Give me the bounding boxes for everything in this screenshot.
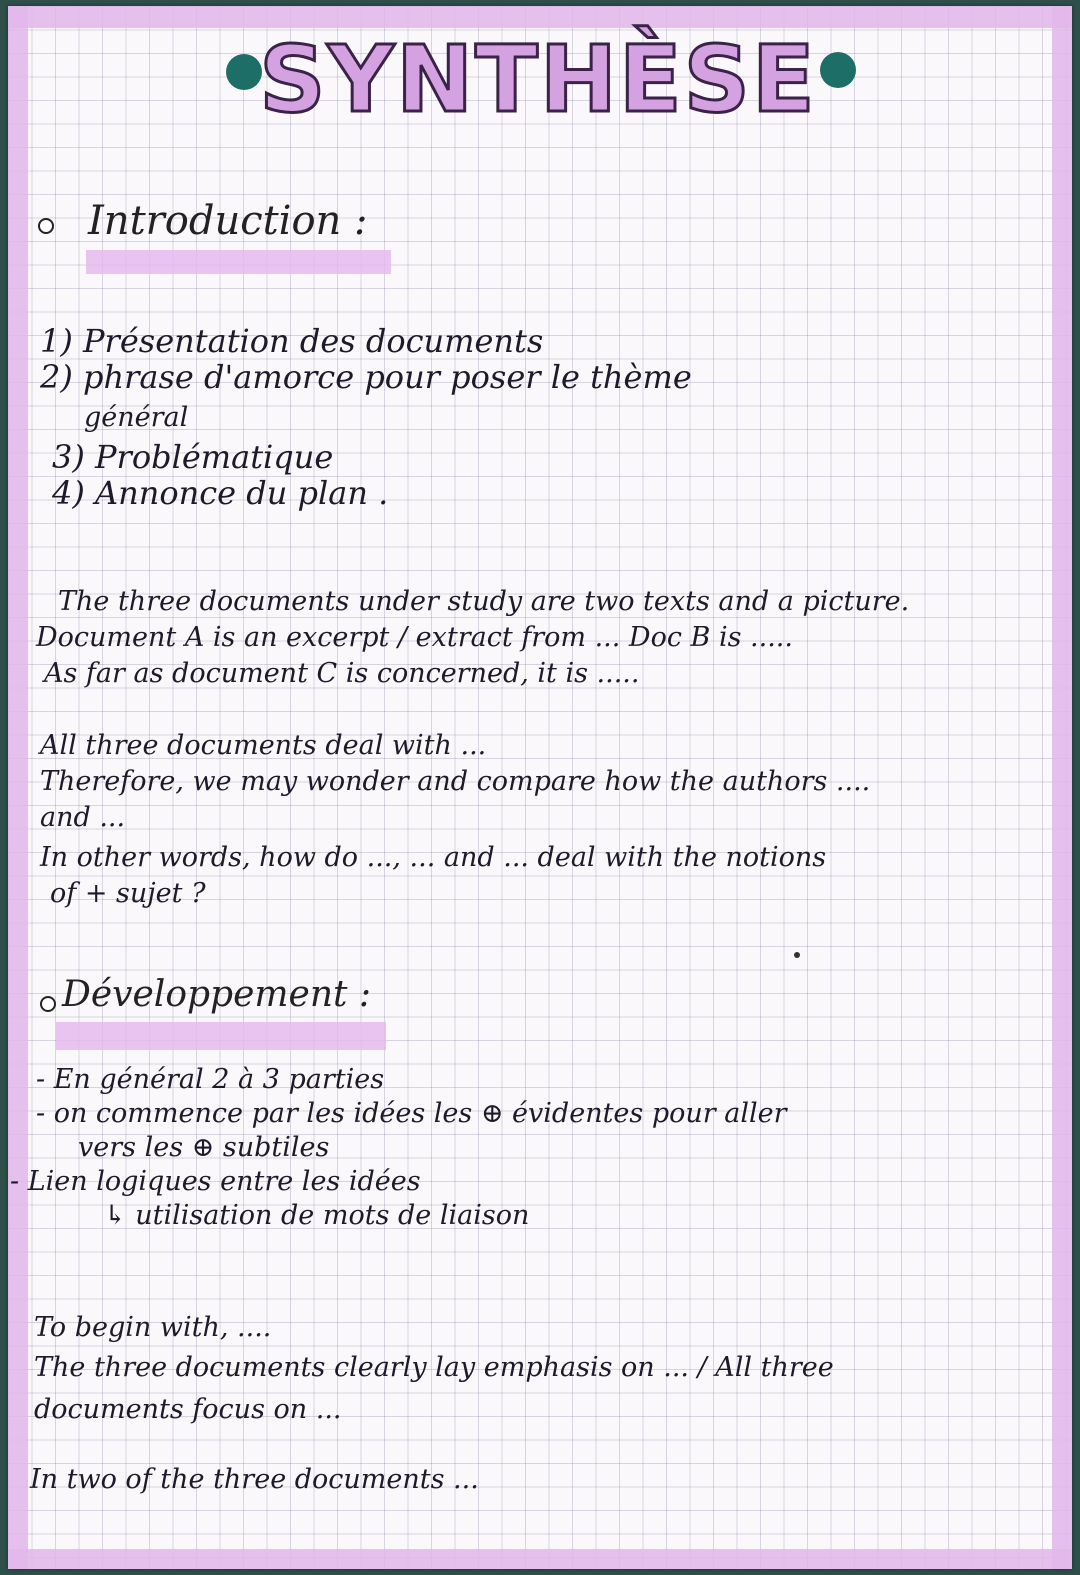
section-heading-introduction: Introduction : xyxy=(88,198,368,244)
intro-text-line: of + sujet ? xyxy=(50,878,206,909)
intro-step: 3) Problématique xyxy=(52,438,334,476)
page-title: SYNTHÈSE xyxy=(259,26,817,133)
heading-highlight xyxy=(56,1022,386,1050)
title-dot-right-icon xyxy=(820,52,856,88)
intro-text-line: In other words, how do ..., ... and ... deal with the notions xyxy=(40,842,827,873)
intro-text-line: All three documents deal with ... xyxy=(40,730,487,761)
notebook-page xyxy=(8,6,1072,1569)
intro-text-line: Therefore, we may wonder and compare how the authors .... xyxy=(40,766,871,797)
developpement-item: vers les ⊕ subtiles xyxy=(78,1132,330,1163)
intro-step: 1) Présentation des documents xyxy=(40,322,544,360)
pink-border-bottom xyxy=(8,1549,1072,1569)
pink-border-right xyxy=(1052,6,1072,1569)
heading-highlight xyxy=(86,250,391,274)
developpement-text-line: In two of the three documents ... xyxy=(30,1464,479,1495)
developpement-item: - En général 2 à 3 parties xyxy=(36,1064,385,1095)
developpement-item: - Lien logiques entre les idées xyxy=(10,1166,421,1197)
developpement-text-line: documents focus on ... xyxy=(34,1394,342,1425)
intro-text-line: The three documents under study are two texts and a picture. xyxy=(58,586,910,617)
developpement-item: - on commence par les idées les ⊕ évidentes pour aller xyxy=(36,1098,787,1129)
intro-text-line: and ... xyxy=(40,802,126,833)
intro-step: 2) phrase d'amorce pour poser le thème xyxy=(40,358,692,396)
intro-text-line: Document A is an excerpt / extract from ... Doc B is ..... xyxy=(36,622,793,653)
intro-step: général xyxy=(84,402,189,433)
developpement-text-line: The three documents clearly lay emphasis on ... / All three xyxy=(34,1352,834,1383)
ink-dot xyxy=(794,952,800,958)
intro-text-line: As far as document C is concerned, it is ..... xyxy=(44,658,640,689)
pink-border-left xyxy=(8,6,28,1569)
intro-step: 4) Annonce du plan . xyxy=(52,474,389,512)
title-dot-left-icon xyxy=(226,54,262,90)
bullet-icon xyxy=(40,996,56,1012)
developpement-text-line: To begin with, .... xyxy=(34,1312,272,1343)
bullet-icon xyxy=(38,218,54,234)
developpement-item: ↳ utilisation de mots de liaison xyxy=(104,1200,530,1231)
section-heading-developpement: Développement : xyxy=(62,974,372,1015)
